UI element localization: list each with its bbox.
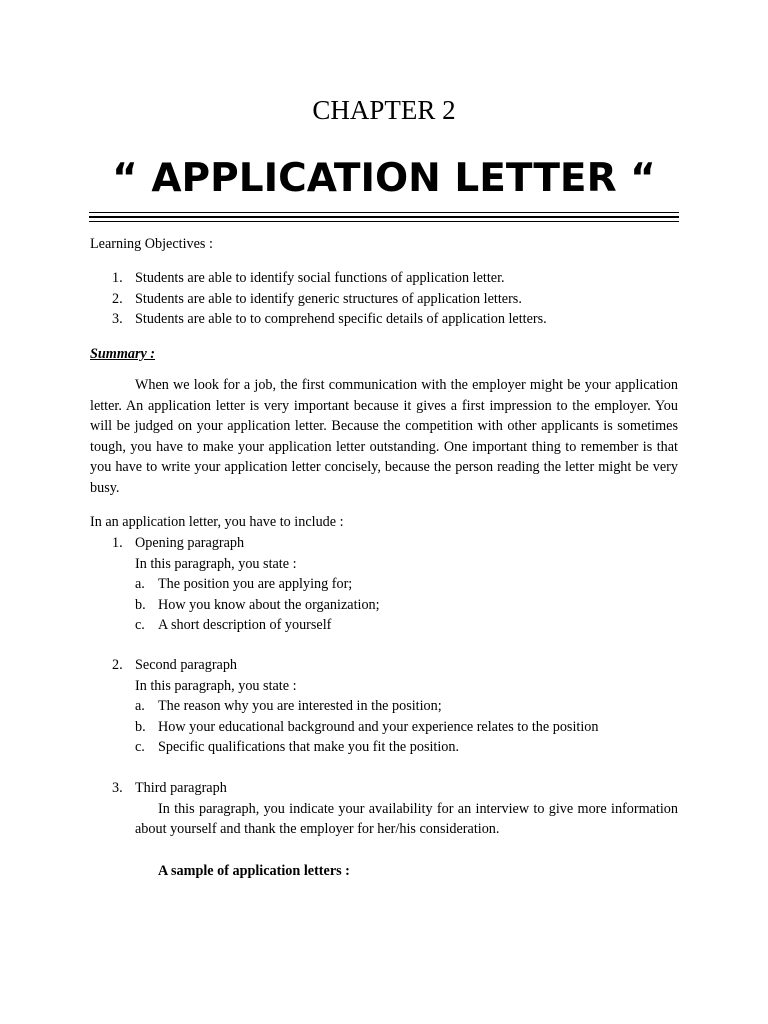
point-letter: a. [135,698,145,714]
section-label: Third paragraph [135,780,227,796]
learning-objectives-heading: Learning Objectives : [90,236,213,252]
section-number: 1. [112,535,123,551]
point-letter: a. [135,576,145,592]
sample-letters-heading: A sample of application letters : [158,863,350,879]
section-number: 2. [112,657,123,673]
section-title-row [90,778,680,799]
point-text: A short description of yourself [158,617,332,633]
objective-number: 2. [112,290,123,307]
section-description: In this paragraph, you indicate your availability for an interview to give more information about yourself and thank the employer for her/his consideration. [135,800,678,838]
point-text: How your educational background and your experience relates to the position [158,718,599,735]
list-item [90,595,680,616]
section-label: Second paragraph [135,657,238,673]
section-title-row [90,655,680,676]
include-intro: In an application letter, you have to include : [90,514,344,530]
title-rule-middle [89,216,679,218]
summary-paragraph: When we look for a job, the first communication with the employer might be your application letter. An application letter is very important because it gives a first impression to the employer. You will be judged on your application letter. Because the competition with other applicants is sometimes tough, you have to make your application letter outstanding. One important thing to remember is that you have to write your application letter concisely, because the person reading the letter might be very busy. [90,377,678,496]
point-text: How you know about the organization; [158,596,380,613]
list-item [90,737,680,758]
objective-item [90,289,680,310]
chapter-title: “ APPLICATION LETTER “ [112,156,656,201]
list-item [90,717,680,738]
section-number: 3. [112,780,123,796]
list-item [90,696,680,717]
section-opening-paragraph [90,533,680,636]
objective-text: Students are able to to comprehend specific details of application letters. [135,311,547,327]
title-rule-bottom [89,221,679,222]
objective-text: Students are able to identify generic structures of application letters. [135,290,522,307]
section-label: Opening paragraph [135,535,245,551]
objective-item [90,309,680,330]
section-second-paragraph [90,655,680,758]
section-state-row [90,554,680,575]
point-text: The reason why you are interested in the position; [158,698,442,714]
section-state-text: In this paragraph, you state : [135,555,297,572]
section-third-paragraph [90,778,680,838]
list-item [90,574,680,595]
section-state-row [90,676,680,697]
title-rule-top [89,212,679,213]
point-text: The position you are applying for; [158,576,353,592]
point-letter: c. [135,739,145,755]
chapter-heading: CHAPTER 2 [312,95,456,125]
point-letter: b. [135,718,146,735]
summary-heading: Summary : [90,346,156,362]
section-state-text: In this paragraph, you state : [135,677,297,694]
list-item [90,615,680,636]
objective-number: 3. [112,311,123,327]
objective-text: Students are able to identify social functions of application letter. [135,270,505,286]
point-letter: b. [135,596,146,613]
objective-item [90,268,680,289]
point-text: Specific qualifications that make you fit the position. [158,739,460,755]
section-title-row [90,533,680,554]
learning-objectives-list [90,268,680,330]
objective-number: 1. [112,270,123,286]
point-letter: c. [135,617,145,633]
